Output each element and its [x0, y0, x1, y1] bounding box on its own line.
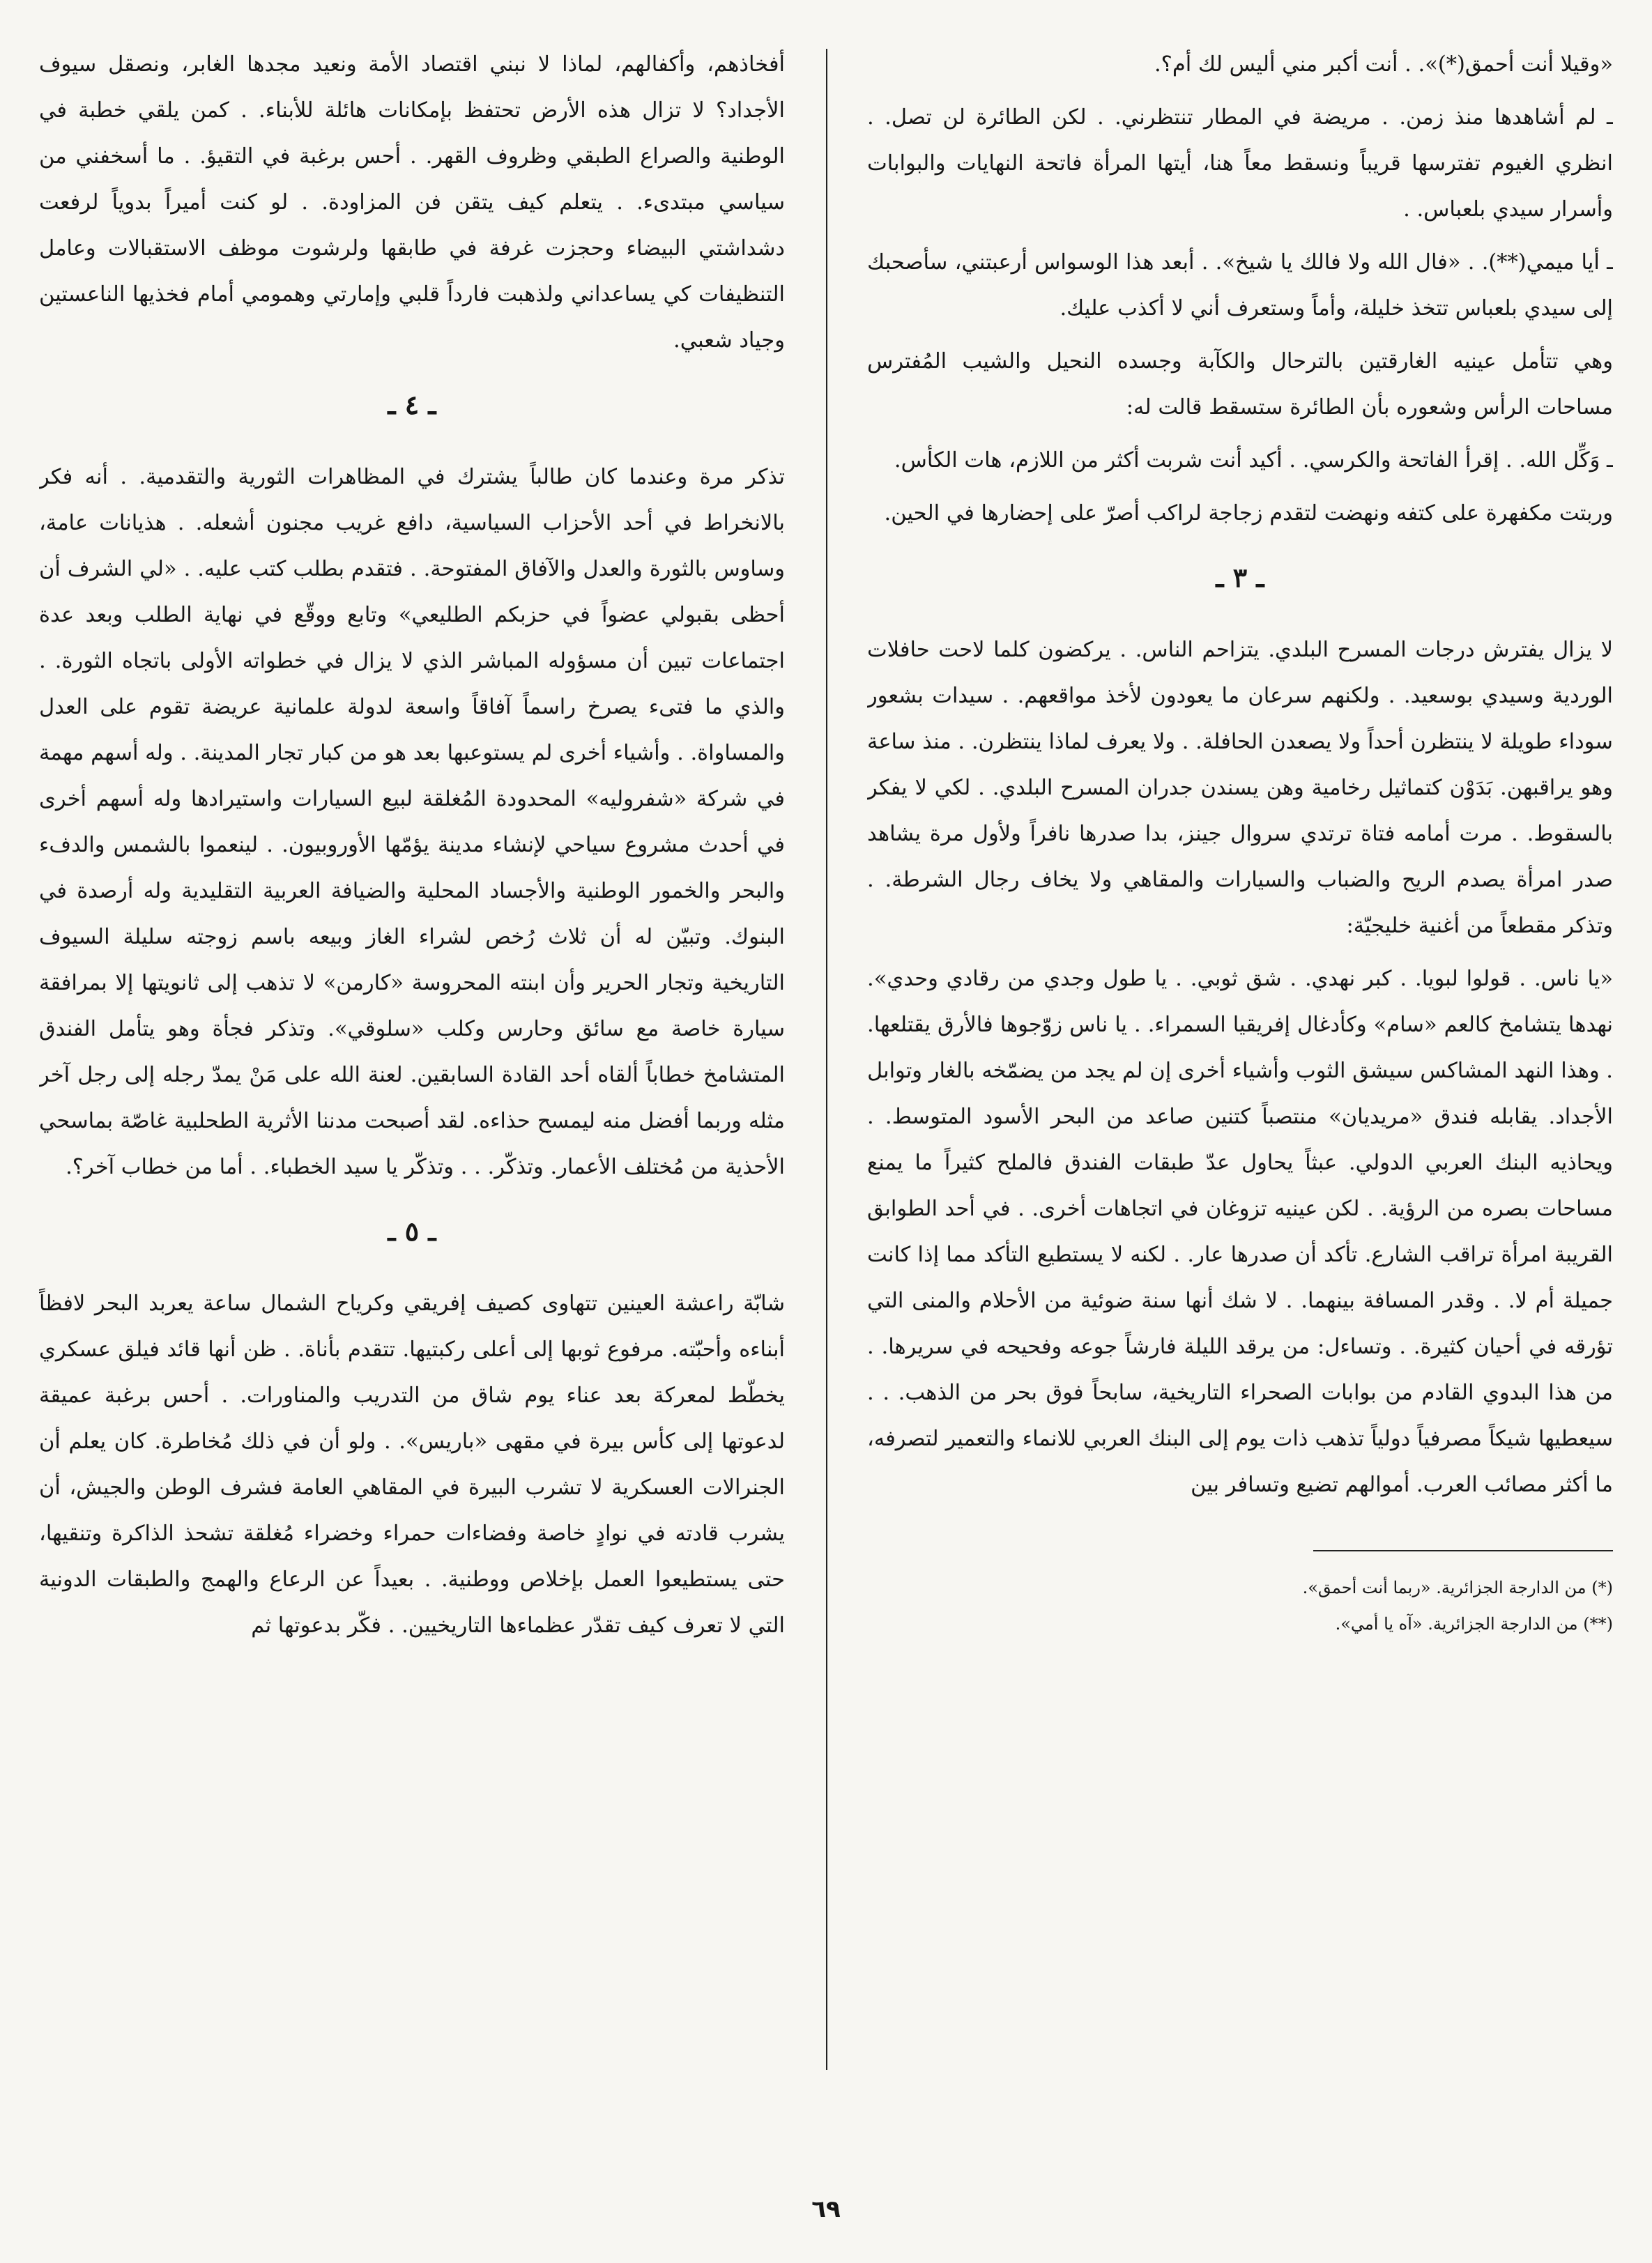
paragraph: وربتت مكفهرة على كتفه ونهضت لتقدم زجاجة لراكب أصرّ على إحضارها في الحين. — [884, 501, 1613, 526]
paragraph: لا يزال يفترش درجات المسرح البلدي. يتزاحم الناس. . يركضون كلما لاحت حافلات الوردية وسيدي بوسعيد. . ولكنهم سرعان ما يعودون لأخذ مواقعهم. . سيدات بشعور سوداء طويلة لا ينتظرن أحداً ولا يصعدن الحافلة. . ولا يعرف لماذا ينتظرن. . منذ ساعة وهو يراقبهن. بَدَوْن كتماثيل رخامية وهن يسندن جدران المسرح البلدي. . لكي لا يفكر بالسقوط. . مرت أمامه فتاة ترتدي سروال جينز، بدا صدرها نافراً ولأول مرة يشاهد صدر امرأة يصدم الريح والضباب والسيارات والمقاهي ولا يخاف رجال الشرطة. . وتذكر مقطعاً من أغنية خليجيّة: — [867, 638, 1613, 938]
right-column — [867, 42, 1613, 2112]
footnote: (**) من الدارجة الجزائرية. «آه يا أمي». — [1335, 1614, 1613, 1634]
paragraph: ـ لم أشاهدها منذ زمن. . مريضة في المطار تنتظرني. . لكن الطائرة لن تصل. . انظري الغيوم تفترسها قريباً ونسقط معاً هنا، أيتها المرأة فاتحة النهايات والبوابات وأسرار سيدي بلعباس. . — [867, 105, 1613, 222]
paragraph: ـ أيا ميمي(**). . «فال الله ولا فالك يا شيخ». . أبعد هذا الوسواس أرعبتني، سأصحبك إلى سيدي بلعباس تتخذ خليلة، وأماً وستعرف أني لا أكذب عليك. — [867, 250, 1613, 321]
page-number: ٦٩ — [811, 2195, 841, 2223]
footnote-rule — [1313, 1550, 1613, 1551]
section-heading-5: ـ ٥ ـ — [388, 1215, 436, 1247]
section-heading-4: ـ ٤ ـ — [388, 389, 436, 420]
paragraph: «وقيلا أنت أحمق(*)». . أنت أكبر مني أليس لك أم؟. — [1154, 52, 1613, 77]
paragraph: شابّة راعشة العينين تتهاوى كصيف إفريقي وكرياح الشمال ساعة يعربد البحر لافظاً أبناءه وأحبّته. مرفوع ثوبها إلى أعلى ركبتيها. تتقدم بأناة. . ظن أنها قائد فيلق عسكري يخطّط لمعركة بعد عناء يوم شاق من التدريب والمناورات. . أحس برغبة عميقة لدعوتها إلى كأس بيرة في مقهى «باريس». . ولو أن في ذلك مُخاطرة. كان يعلم أن الجنرالات العسكرية لا تشرب البيرة في المقاهي العامة فشرف الوطن والجيش، أن يشرب قادته في نوادٍ خاصة وفضاءات حمراء وخضراء مُغلقة تشحذ الذاكرة وتنقيها، حتى يستطيعوا العمل بإخلاص ووطنية. . بعيداً عن الرعاع والهمج والطبقات الدونية التي لا تعرف كيف تقدّر عظماءها التاريخيين. . فكّر بدعوتها ثم — [39, 1291, 785, 1638]
paragraph: أفخاذهم، وأكفالهم، لماذا لا نبني اقتصاد الأمة ونعيد مجدها الغابر، ونصقل سيوف الأجداد؟ لا تزال هذه الأرض تحتفظ بإمكانات هائلة للأبناء. . كمن يلقي خطبة في الوطنية والصراع الطبقي وظروف القهر. . أحس برغبة في التقيؤ. . ما أسخفني من سياسي مبتدىء. . يتعلم كيف يتقن فن المزاودة. . لو كنت أميراً بدوياً لرفعت دشداشتي البيضاء وحجزت غرفة في طابقها ولرشوت موظف الاستقبالات وعامل التنظيفات كي يساعداني ولذهبت فارداً قلبي وإمارتي وهمومي أمام فخذيها الناعستين وجياد شعبي. — [39, 52, 785, 353]
paragraph: تذكر مرة وعندما كان طالباً يشترك في المظاهرات الثورية والتقدمية. . أنه فكر بالانخراط في أحد الأحزاب السياسية، دافع غريب مجنون أشعله. . هذيانات عامة، وساوس بالثورة والعدل والآفاق المفتوحة. . فتقدم بطلب كتب عليه. . «لي الشرف أن أحظى بقبولي عضواً في حزبكم الطليعي» وتابع ووقّع في نهاية الطلب وبعد عدة اجتماعات تبين أن مسؤوله المباشر الذي لا يزال في خطواته الأولى باتجاه الثورة. . والذي ما فتىء يصرخ راسماً آفاقاً واسعة لدولة علمانية عريضة تقوم على العدل والمساواة. . وأشياء أخرى لم يستوعبها بعد هو من كبار تجار المدينة. . وله أسهم مهمة في شركة «شفروليه» المحدودة المُغلقة لبيع السيارات واستيرادها وله أسهم أخرى في أحدث مشروع سياحي لإنشاء مدينة يؤمّها الأوروبيون. . لينعموا بالشمس والدفء والبحر والخمور الوطنية والأجساد المحلية والضيافة العربية التقليدية وله أرصدة في البنوك. وتبيّن له أن ثلاث رُخص لشراء الغاز وبيعه باسم زوجته سليلة السيوف التاريخية وتجار الحرير وأن ابنته المحروسة «كارمن» لا تذهب إلى ثانويتها إلا بمرافقة سيارة خاصة مع سائق وحارس وكلب «سلوقي». وتذكر فجأة وهو يتأمل الفندق المتشامخ خطاباً ألقاه أحد القادة السابقين. لعنة الله على مَنْ يمدّ رجله إلى رجل آخر مثله وربما أفضل منه ليمسح حذاءه. لقد أصبحت مدننا الأثرية الطحلبية غاصّة بماسحي الأحذية من مُختلف الأعمار. وتذكّر. . . وتذكّر يا سيد الخطباء. . أما من خطاب آخر؟. — [39, 465, 785, 1179]
paragraph: «يا ناس. . قولوا لبويا. . كبر نهدي. . شق ثوبي. . يا طول وجدي من رقادي وحدي». نهدها يتشامخ كالعم «سام» وكأدغال إفريقيا السمراء. . يا ناس زوّجوها فالأرق يقتلعها. . وهذا النهد المشاكس سيشق الثوب وأشياء أخرى إن لم يجد من يضمّخه بالغار وتوابل الأجداد. يقابله فندق «مريديان» منتصباً كتنين صاعد من البحر الأسود المتوسط. . ويحاذيه البنك العربي الدولي. عبثاً يحاول عدّ طبقات الفندق فالملح كثيراً ما يمنع مساحات بصره من الرؤية. . لكن عينيه تزوغان في اتجاهات أخرى. . في أحد الطوابق القريبة امرأة تراقب الشارع. تأكد أن صدرها عار. . لكنه لا يستطيع التأكد مما إذا كانت جميلة أم لا. . وقدر المسافة بينهما. . لا شك أنها سنة ضوئية من الأحلام والمنى التي تؤرقه في أحيان كثيرة. . وتساءل: من يرقد الليلة فارشاً جوعه وفحيحه في سريرها. . من هذا البدوي القادم من بوابات الصحراء التاريخية، سابحاً فوق بحر من الذهب. . . سيعطيها شيكاً مصرفياً دولياً تذهب ذات يوم إلى البنك العربي للانماء والتعمير لتصرفه، ما أكثر مصائب العرب. أموالهم تضيع وتسافر بين — [867, 967, 1613, 1497]
footnote: (*) من الدارجة الجزائرية. «ربما أنت أحمق». — [1302, 1578, 1613, 1597]
column-divider-rule — [826, 49, 827, 2070]
paragraph: وهي تتأمل عينيه الغارقتين بالترحال والكآبة وجسده النحيل والشيب المُفترس مساحات الرأس وشعوره بأن الطائرة ستسقط قالت له: — [867, 349, 1613, 420]
left-column — [39, 42, 785, 2105]
paragraph: ـ وَكِّل الله. . إقرأ الفاتحة والكرسي. . أكيد أنت شربت أكثر من اللازم، هات الكأس. — [894, 448, 1613, 473]
section-heading-3: ـ ٣ ـ — [1216, 562, 1264, 593]
